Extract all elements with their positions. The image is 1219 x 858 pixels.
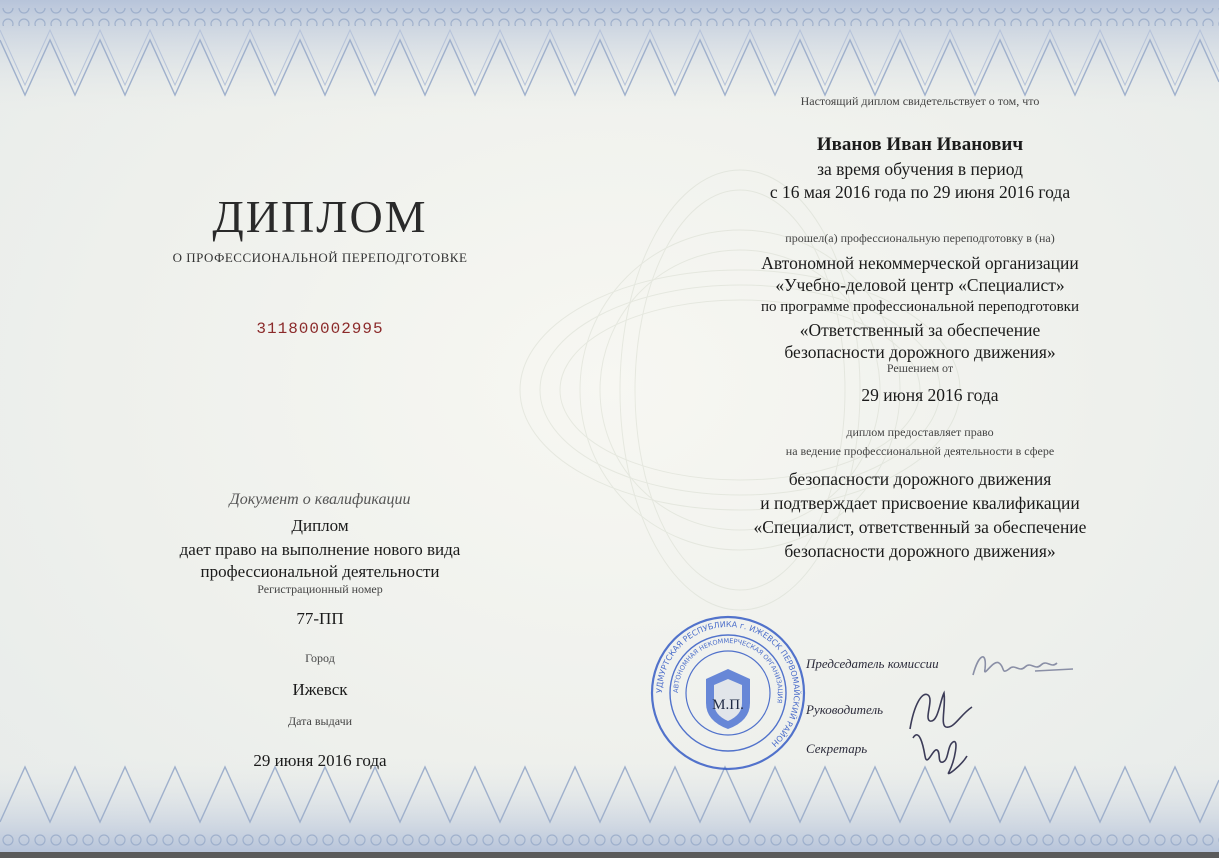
grants-line1: диплом предоставляет право (846, 425, 994, 439)
person-name: Иванов Иван Иванович (816, 134, 1024, 155)
stamp-mp: М.П. (712, 697, 744, 713)
grants-line2: на ведение профессиональной деятельности в сфере (785, 444, 1055, 458)
secretary-label: Секретарь (806, 741, 868, 756)
period-line2: с 16 мая 2016 года по 29 июня 2016 года (769, 182, 1071, 202)
chair-signature-icon (965, 645, 1075, 685)
org-line1: Автономной некоммерческой организации (761, 253, 1079, 273)
stamp-ring-text: УДМУРТСКАЯ РЕСПУБЛИКА г. ИЖЕВСК ПЕРВОМАЙСКИЙ РАЙОН (654, 619, 802, 749)
program-line3: безопасности дорожного движения» (784, 342, 1056, 362)
doc-name: Диплом (291, 516, 349, 535)
qualification-line1: «Специалист, ответственный за обеспечение (753, 517, 1087, 537)
doc-rights-line1: дает право на выполнение нового вида (179, 540, 461, 559)
decision-date: 29 июня 2016 года (861, 385, 999, 405)
reg-number: 77-ПП (296, 609, 344, 628)
certifies-text: Настоящий диплом свидетельствует о том, что (800, 94, 1040, 108)
issue-date: 29 июня 2016 года (253, 751, 387, 770)
doc-qualification-label: Документ о квалификации (229, 491, 411, 508)
serial-number: 311800002995 (256, 320, 384, 338)
confirms-text: и подтверждает присвоение квалификации (760, 493, 1080, 513)
sphere-text: безопасности дорожного движения (788, 469, 1052, 489)
scan-edge-bar (0, 852, 1219, 858)
program-line2: «Ответственный за обеспечение (799, 320, 1041, 340)
completed-text: прошел(а) профессиональную переподготовку в (на) (785, 231, 1055, 245)
qualification-line2: безопасности дорожного движения» (784, 541, 1056, 561)
org-line2: «Учебно-деловой центр «Специалист» (775, 275, 1065, 295)
doc-rights-line2: профессиональной деятельности (200, 562, 440, 581)
city-label: Город (305, 651, 335, 665)
issue-date-label: Дата выдачи (287, 714, 353, 728)
reg-number-label: Регистрационный номер (257, 582, 383, 596)
stamp-inner-text: АВТОНОМНАЯ НЕКОММЕРЧЕСКАЯ ОРГАНИЗАЦИЯ (671, 636, 785, 704)
chair-label: Председатель комиссии (806, 656, 939, 671)
secretary-signature-icon (905, 720, 975, 780)
head-label: Руководитель (806, 702, 884, 717)
diploma-subtitle: О ПРОФЕССИОНАЛЬНОЙ ПЕРЕПОДГОТОВКЕ (172, 250, 468, 265)
decision-label: Решением от (886, 361, 954, 375)
period-line1: за время обучения в период (817, 159, 1023, 179)
city: Ижевск (292, 680, 348, 699)
organization-stamp (648, 613, 808, 773)
diploma-title: ДИПЛОМ (212, 191, 428, 242)
program-line1: по программе профессиональной переподготовки (761, 299, 1079, 315)
